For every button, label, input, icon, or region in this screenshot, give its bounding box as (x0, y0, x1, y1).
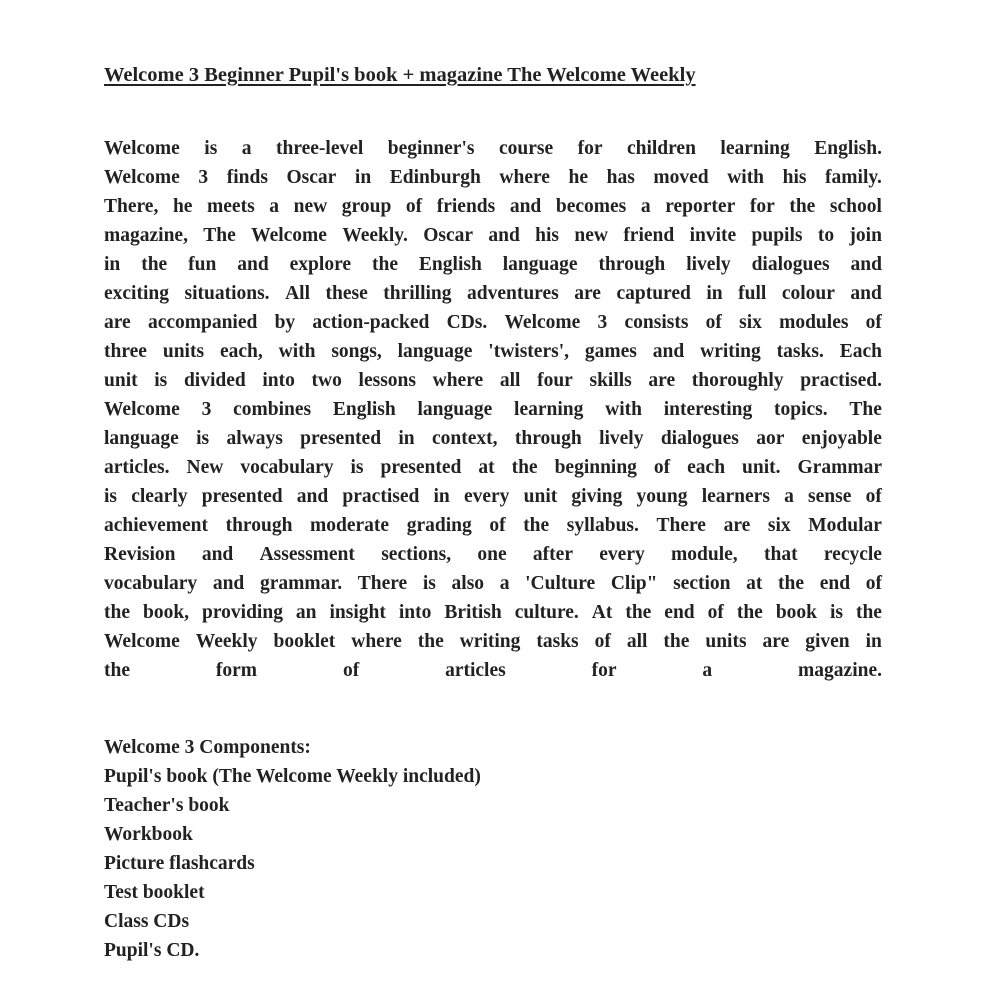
description-line: Welcome 3 finds Oscar in Edinburgh where he has moved with his family. (104, 167, 882, 188)
description-line: Welcome is a three-level beginner's course for children learning English. (104, 138, 882, 159)
components-heading: Welcome 3 Components: (104, 737, 311, 758)
description-line: There, he meets a new group of friends and becomes a reporter for the school (104, 196, 882, 217)
description-line: unit is divided into two lessons where all four skills are thoroughly practised. (104, 370, 882, 391)
description-line: magazine, The Welcome Weekly. Oscar and his new friend invite pupils to join (104, 225, 882, 246)
description-line: Welcome Weekly booklet where the writing tasks of all the units are given in (104, 631, 882, 652)
description-line: are accompanied by action-packed CDs. Welcome 3 consists of six modules of (104, 312, 882, 333)
description-paragraph (104, 134, 882, 685)
document (104, 61, 882, 965)
description-line: vocabulary and grammar. There is also a 'Culture Clip" section at the end of (104, 573, 882, 594)
component-item: Pupil's book (The Welcome Weekly included) (104, 766, 481, 787)
component-item: Workbook (104, 824, 193, 845)
description-line: in the fun and explore the English language through lively dialogues and (104, 254, 882, 275)
description-line: the book, providing an insight into British culture. At the end of the book is the (104, 602, 882, 623)
description-line: language is always presented in context, through lively dialogues aor enjoyable (104, 428, 882, 449)
description-line: articles. New vocabulary is presented at the beginning of each unit. Grammar (104, 457, 882, 478)
description-line: achievement through moderate grading of the syllabus. There are six Modular (104, 515, 882, 536)
description-line: exciting situations. All these thrilling adventures are captured in full colour and (104, 283, 882, 304)
component-item: Class CDs (104, 911, 190, 932)
page-title: Welcome 3 Beginner Pupil's book + magazine The Welcome Weekly (104, 64, 696, 86)
description-line: is clearly presented and practised in every unit giving young learners a sense of (104, 486, 882, 507)
description-line: three units each, with songs, language 'twisters', games and writing tasks. Each (104, 341, 882, 362)
component-item: Picture flashcards (104, 853, 255, 874)
component-item: Pupil's CD. (104, 940, 200, 961)
description-line: the form of articles for a magazine. (104, 660, 882, 681)
components-list (104, 733, 882, 965)
component-item: Teacher's book (104, 795, 230, 816)
description-line: Welcome 3 combines English language learning with interesting topics. The (104, 399, 882, 420)
component-item: Test booklet (104, 882, 205, 903)
description-line: Revision and Assessment sections, one after every module, that recycle (104, 544, 882, 565)
